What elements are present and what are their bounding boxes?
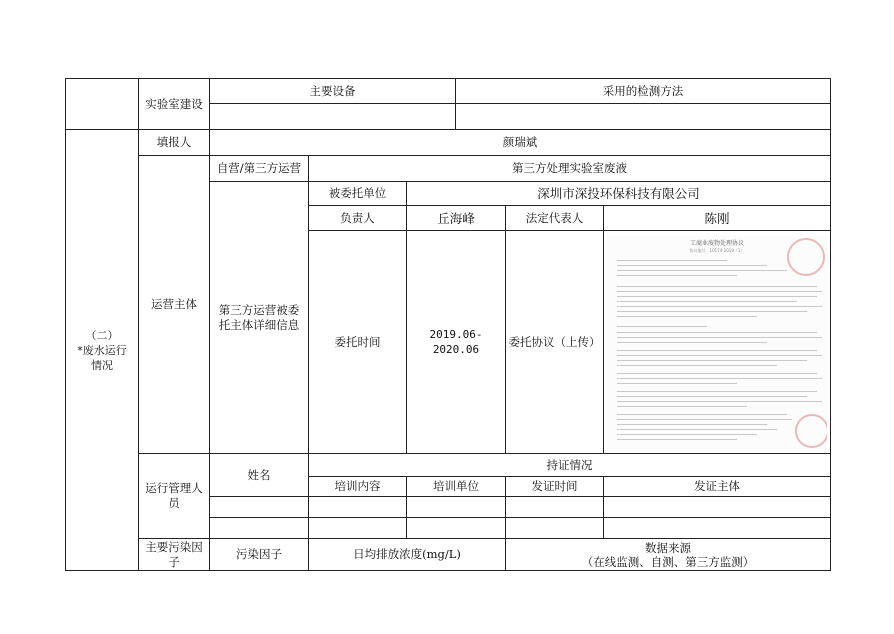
doc-text-line — [617, 270, 787, 271]
table-cell — [603, 517, 831, 539]
time-label: 委托时间 — [308, 230, 407, 454]
filler-label: 填报人 — [138, 129, 210, 156]
doc-text-line — [617, 373, 817, 374]
issue-time-header: 发证时间 — [505, 476, 604, 497]
doc-text-line — [617, 355, 822, 356]
doc-text-line — [617, 401, 822, 402]
table-cell — [209, 496, 309, 518]
doc-text-line — [617, 291, 822, 292]
doc-text-line — [617, 360, 807, 361]
training-content-header: 培训内容 — [308, 476, 407, 497]
section-cell — [65, 78, 139, 130]
doc-text-line — [617, 301, 797, 302]
doc-text-line — [617, 383, 737, 384]
doc-text-line — [617, 342, 767, 343]
doc-text-line — [617, 378, 822, 379]
doc-text-line — [617, 391, 817, 392]
section-label: （二） *废水运行情况 — [65, 129, 139, 571]
doc-text-line — [617, 337, 822, 338]
doc-text-line — [617, 316, 757, 317]
doc-text-line — [617, 265, 767, 266]
doc-text-line — [617, 439, 737, 440]
doc-text-line — [617, 306, 822, 307]
daily-header: 日均排放浓度(mg/L) — [308, 538, 506, 571]
training-unit-header: 培训单位 — [406, 476, 506, 497]
doc-text-line — [617, 326, 707, 327]
issuer-header: 发证主体 — [603, 476, 831, 497]
doc-text-line — [617, 350, 817, 351]
doc-text-line — [617, 419, 792, 420]
mode-label: 自营/第三方运营 — [209, 155, 309, 182]
doc-text-line — [617, 429, 777, 430]
table-cell — [406, 496, 506, 518]
table-cell — [308, 517, 407, 539]
cert-header: 持证情况 — [308, 453, 831, 477]
person-value: 丘海峰 — [406, 205, 506, 231]
doc-text-line — [617, 275, 737, 276]
main-equipment-value — [209, 103, 456, 130]
operation-label: 运营主体 — [138, 155, 210, 454]
method-header: 采用的检测方法 — [455, 78, 831, 104]
stamp-icon — [795, 414, 827, 448]
person-label: 负责人 — [308, 205, 407, 231]
legal-value: 陈刚 — [603, 205, 831, 231]
doc-text-line — [617, 260, 727, 261]
lab-label: 实验室建设 — [138, 78, 210, 130]
doc-text-line — [617, 424, 767, 425]
doc-text-line — [617, 296, 817, 297]
doc-text-line — [617, 414, 787, 415]
table-cell — [505, 517, 604, 539]
doc-text-line — [617, 406, 747, 407]
factor-header: 污染因子 — [209, 538, 309, 571]
name-header: 姓名 — [209, 453, 309, 497]
table-cell — [603, 496, 831, 518]
table-cell — [406, 517, 506, 539]
entrusted-label: 被委托单位 — [308, 181, 407, 206]
agreement-doc-subtitle: 协议编号：10174-2019（1） — [689, 248, 745, 253]
main-equipment-header: 主要设备 — [209, 78, 456, 104]
time-value: 2019.06-2020.06 — [406, 230, 506, 454]
doc-text-line — [617, 365, 777, 366]
doc-text-line — [617, 332, 817, 333]
table-cell — [505, 496, 604, 518]
pollutant-label: 主要污染因子 — [138, 538, 210, 571]
management-label: 运行管理人员 — [138, 453, 210, 539]
doc-text-line — [617, 311, 807, 312]
table-cell — [209, 517, 309, 539]
source-header: 数据来源 （在线监测、自测、第三方监测） — [505, 538, 831, 571]
detail-label: 第三方运营被委托主体详细信息 — [209, 181, 309, 454]
doc-text-line — [617, 396, 807, 397]
legal-label: 法定代表人 — [505, 205, 604, 231]
agreement-document-image[interactable] — [607, 236, 827, 451]
stamp-icon — [787, 238, 825, 276]
agreement-label: 委托协议（上传） — [505, 230, 604, 454]
filler-value: 颜瑞斌 — [209, 129, 831, 156]
table-cell — [308, 496, 407, 518]
agreement-doc-title: 工商业废物处理协议 — [689, 240, 744, 247]
doc-text-line — [617, 434, 757, 435]
method-value — [455, 103, 831, 130]
doc-text-line — [617, 286, 817, 287]
entrusted-value: 深圳市深投环保科技有限公司 — [406, 181, 831, 206]
mode-value: 第三方处理实验室废液 — [308, 155, 831, 182]
